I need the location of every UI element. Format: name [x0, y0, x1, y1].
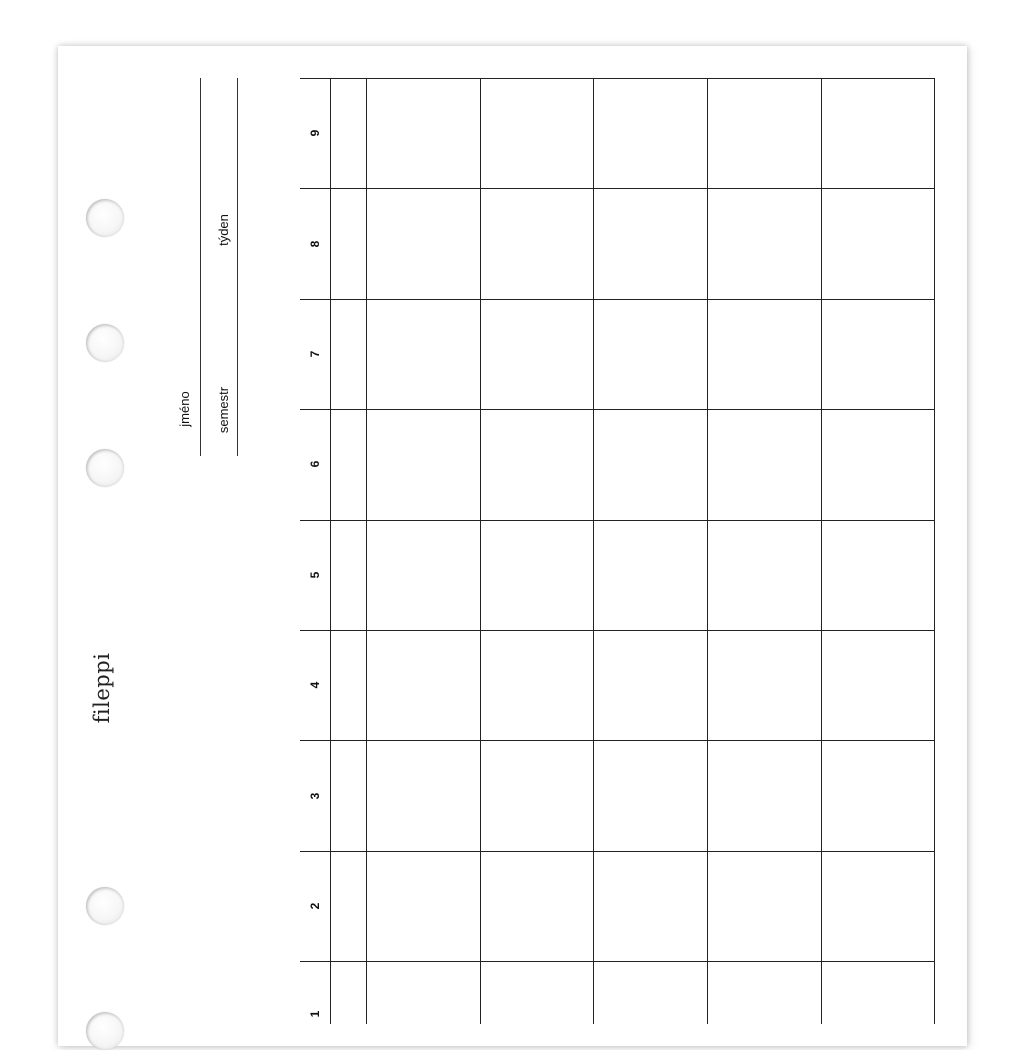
- schedule-cell[interactable]: [367, 189, 480, 298]
- schedule-cell[interactable]: [822, 631, 934, 740]
- hour-label: 3: [308, 792, 322, 799]
- schedule-cell[interactable]: [822, 852, 934, 961]
- week-field-label: týden: [216, 214, 231, 246]
- schedule-cell[interactable]: [367, 962, 480, 1024]
- schedule-cell[interactable]: [594, 741, 707, 850]
- hour-label: 6: [308, 461, 322, 468]
- binder-hole: [86, 1012, 124, 1050]
- schedule-cell[interactable]: [481, 79, 593, 188]
- grid-column-line: [934, 78, 935, 1024]
- name-field-label: jméno: [177, 391, 192, 427]
- schedule-cell[interactable]: [822, 189, 934, 298]
- schedule-cell[interactable]: [594, 300, 707, 409]
- schedule-cell[interactable]: [822, 79, 934, 188]
- schedule-cell[interactable]: [594, 79, 707, 188]
- binder-hole: [86, 887, 124, 925]
- schedule-cell[interactable]: [481, 962, 593, 1024]
- schedule-cell[interactable]: [367, 410, 480, 519]
- schedule-cell[interactable]: [481, 741, 593, 850]
- schedule-cell[interactable]: [822, 300, 934, 409]
- brand-logo: fileppi: [90, 652, 114, 724]
- schedule-cell[interactable]: [822, 962, 934, 1024]
- schedule-cell[interactable]: [481, 521, 593, 630]
- hour-label: 9: [308, 129, 322, 137]
- schedule-cell[interactable]: [594, 631, 707, 740]
- hour-label: 4: [308, 681, 322, 689]
- schedule-cell[interactable]: [367, 79, 480, 188]
- schedule-cell[interactable]: [367, 741, 480, 850]
- schedule-cell[interactable]: [708, 521, 821, 630]
- schedule-cell[interactable]: [367, 631, 480, 740]
- hour-label: 7: [308, 350, 322, 358]
- schedule-cell[interactable]: [708, 962, 821, 1024]
- schedule-cell[interactable]: [708, 410, 821, 519]
- name-field-line[interactable]: [200, 78, 201, 456]
- schedule-cell[interactable]: [708, 79, 821, 188]
- schedule-cell[interactable]: [822, 521, 934, 630]
- hour-label: 5: [308, 571, 322, 579]
- binder-hole: [86, 449, 124, 487]
- schedule-cell[interactable]: [481, 631, 593, 740]
- schedule-cell[interactable]: [708, 189, 821, 298]
- hour-label: 8: [308, 240, 322, 247]
- schedule-cell[interactable]: [481, 300, 593, 409]
- schedule-cell[interactable]: [481, 189, 593, 298]
- schedule-cell[interactable]: [708, 741, 821, 850]
- hour-label: 1: [308, 1010, 322, 1018]
- schedule-cell[interactable]: [594, 962, 707, 1024]
- schedule-cell[interactable]: [708, 631, 821, 740]
- semester-week-field-line[interactable]: [237, 78, 238, 456]
- hour-label: 2: [308, 902, 322, 910]
- schedule-cell[interactable]: [594, 410, 707, 519]
- schedule-cell[interactable]: [367, 300, 480, 409]
- binder-hole: [86, 324, 124, 362]
- binder-hole: [86, 199, 124, 237]
- schedule-cell[interactable]: [594, 521, 707, 630]
- schedule-cell[interactable]: [367, 521, 480, 630]
- schedule-cell[interactable]: [594, 852, 707, 961]
- schedule-cell[interactable]: [481, 852, 593, 961]
- schedule-cell[interactable]: [481, 410, 593, 519]
- schedule-cell[interactable]: [367, 852, 480, 961]
- semester-field-label: semestr: [216, 386, 231, 434]
- grid-column-line: [330, 78, 331, 1024]
- schedule-cell[interactable]: [708, 852, 821, 961]
- schedule-cell[interactable]: [822, 410, 934, 519]
- schedule-cell[interactable]: [594, 189, 707, 298]
- schedule-cell[interactable]: [822, 741, 934, 850]
- schedule-cell[interactable]: [708, 300, 821, 409]
